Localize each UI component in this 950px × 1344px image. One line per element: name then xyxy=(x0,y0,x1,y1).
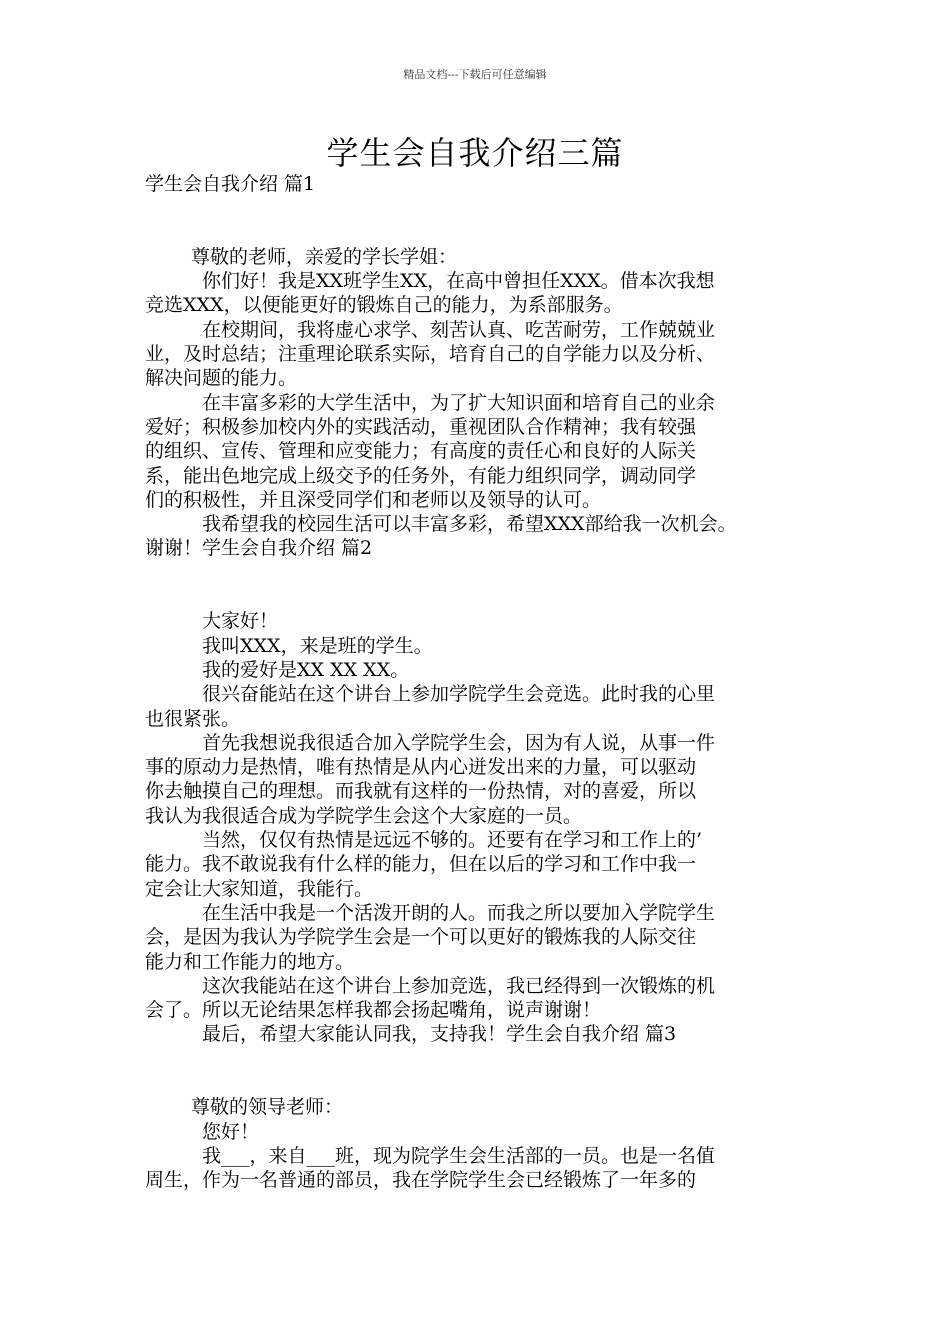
text-line: 最后，希望大家能认同我，支持我！学生会自我介绍 篇3 xyxy=(202,1023,677,1046)
text-line: 学生会自我介绍 篇1 xyxy=(145,173,316,195)
text-line: 很兴奋能站在这个讲台上参加学院学生会竞选。此时我的心里 xyxy=(202,683,716,706)
text-line: 的组织、宣传、管理和应变能力；有高度的责任心和良好的人际关 xyxy=(145,440,697,463)
text-line: 大家好！ xyxy=(202,610,279,633)
blank-line xyxy=(145,1071,820,1095)
text-line: 尊敬的老师，亲爱的学长学姐： xyxy=(191,245,458,268)
header-note: 精品文档---下载后可任意编辑 xyxy=(403,68,547,81)
text-line: 这次我能站在这个讲台上参加竞选，我已经得到一次锻炼的机 xyxy=(202,974,716,997)
text-line: 您好！ xyxy=(202,1120,260,1143)
text-line: 系，能出色地完成上级交予的任务外，有能力组织同学，调动同学 xyxy=(145,464,697,487)
text-line: 当然，仅仅有热情是远远不够的。还要有在学习和工作上的’ xyxy=(202,829,703,852)
text-line: 也很紧张。 xyxy=(145,707,241,730)
text-line: 会了。所以无论结果怎样我都会扬起嘴角，说声谢谢！ xyxy=(145,999,602,1022)
page-title: 学生会自我介绍三篇 xyxy=(326,134,624,172)
document-body xyxy=(145,172,820,1192)
text-line: 在校期间，我将虚心求学、刻苦认真、吃苦耐劳，工作兢兢业 xyxy=(202,318,716,341)
blank-line xyxy=(145,221,820,245)
text-line: 竞选XXX，以便能更好的锻炼自己的能力，为系部服务。 xyxy=(145,294,623,317)
text-line: 首先我想说我很适合加入学院学生会，因为有人说，从事一件 xyxy=(202,731,716,754)
blank-line xyxy=(145,1047,820,1071)
blank-line xyxy=(145,585,820,609)
text-line: 解决问题的能力。 xyxy=(145,367,298,390)
text-line: 我希望我的校园生活可以丰富多彩，希望XXX部给我一次机会。 xyxy=(202,513,737,536)
text-line: 在生活中我是一个活泼开朗的人。而我之所以要加入学院学生 xyxy=(202,901,716,924)
text-line: 尊敬的领导老师： xyxy=(191,1096,344,1119)
text-line: 我的爱好是XX XX XX。 xyxy=(202,658,410,681)
text-line: 谢谢！学生会自我介绍 篇2 xyxy=(145,537,373,560)
text-line: 我___，来自___班，现为院学生会生活部的一员。也是一名值 xyxy=(202,1144,716,1167)
text-line: 我叫XXX，来是班的学生。 xyxy=(202,634,433,657)
text-line: 能力。我不敢说我有什么样的能力，但在以后的学习和工作中我一 xyxy=(145,853,697,876)
text-line: 定会让大家知道，我能行。 xyxy=(145,877,374,900)
blank-line xyxy=(145,561,820,585)
text-line: 们的积极性，并且深受同学们和老师以及领导的认可。 xyxy=(145,488,602,511)
text-line: 我认为我很适合成为学院学生会这个大家庭的一员。 xyxy=(145,804,583,827)
text-line: 在丰富多彩的大学生活中，为了扩大知识面和培育自己的业余 xyxy=(202,391,716,414)
text-line: 你们好！我是XX班学生XX，在高中曾担任XXX。借本次我想 xyxy=(202,270,715,293)
text-line: 周生，作为一名普通的部员，我在学院学生会已经锻炼了一年多的 xyxy=(145,1169,697,1192)
text-line: 爱好；积极参加校内外的实践活动，重视团队合作精神；我有较强 xyxy=(145,415,697,438)
text-line: 会，是因为我认为学院学生会是一个可以更好的锻炼我的人际交往 xyxy=(145,926,697,949)
text-line: 能力和工作能力的地方。 xyxy=(145,950,355,973)
text-line: 业，及时总结；注重理论联系实际，培育自己的自学能力以及分析、 xyxy=(145,343,716,366)
blank-line xyxy=(145,196,820,220)
text-line: 你去触摸自己的理想。而我就有这样的一份热情，对的喜爱，所以 xyxy=(145,780,697,803)
text-line: 事的原动力是热情，唯有热情是从内心迸发出来的力量，可以驱动 xyxy=(145,756,697,779)
